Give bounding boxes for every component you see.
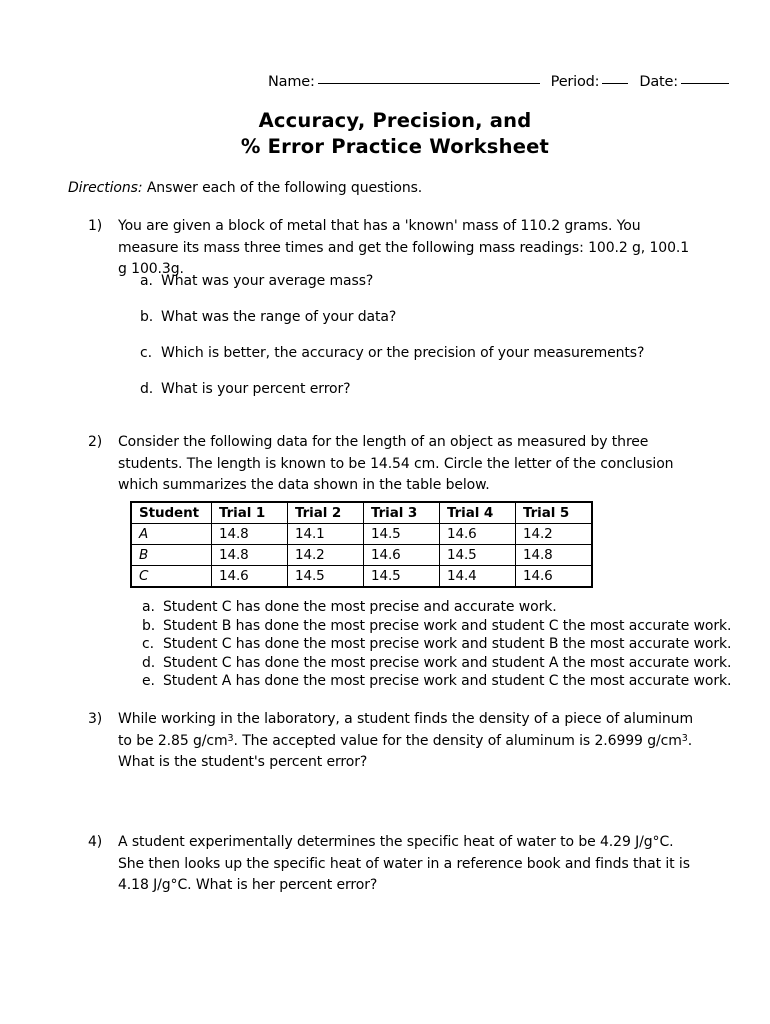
question-2-choice-e[interactable] <box>142 672 731 691</box>
question-1-sub-d-text: What is your percent error? <box>161 381 351 397</box>
table-cell-a-trial-1: 14.8 <box>212 524 288 545</box>
question-1-number: 1) <box>88 218 103 234</box>
table-cell-b-trial-1: 14.8 <box>212 545 288 566</box>
table-cell-student-a: A <box>131 524 212 545</box>
table-header-trial-1: Trial 1 <box>212 502 288 524</box>
student-info-line <box>268 74 708 90</box>
question-1-sub-d-letter: d. <box>140 381 154 397</box>
question-1-text: You are given a block of metal that has a 'known' mass of 110.2 grams. You measure its mass three times and get the following mass readings: 100.2 g, 100.1 g 100.3g. <box>118 218 690 277</box>
table-cell-a-trial-3: 14.5 <box>364 524 440 545</box>
directions <box>68 180 422 196</box>
question-2-choice-a-text: Student C has done the most precise and accurate work. <box>163 599 557 615</box>
question-3-superscript-1: 3 <box>227 732 234 744</box>
period-label: Period: <box>550 74 600 90</box>
question-2-choice-c[interactable] <box>142 635 731 654</box>
question-1-sub-d <box>140 379 351 400</box>
student-trial-table <box>130 501 593 588</box>
table-row <box>131 524 592 545</box>
question-1-sub-a-text: What was your average mass? <box>161 273 374 289</box>
question-2-choice-b-text: Student B has done the most precise work and student C the most accurate work. <box>163 617 732 634</box>
table-cell-c-trial-5: 14.6 <box>516 566 593 588</box>
question-2-choice-a[interactable] <box>142 598 731 617</box>
question-2-choice-e-text: Student A has done the most precise work and student C the most accurate work. <box>163 673 732 690</box>
question-3-text-part-2: . The accepted value for the density of aluminum is 2.6999 g/cm <box>233 732 682 749</box>
question-3-text-part-1: While working in the laboratory, a student finds the density of a piece of aluminum to be 2.85 g/cm <box>118 711 693 749</box>
table-row <box>131 566 592 588</box>
question-2-choices <box>142 598 731 691</box>
question-3-text <box>118 709 702 774</box>
question-2-choice-a-letter: a. <box>142 599 155 615</box>
table-header-trial-2: Trial 2 <box>288 502 364 524</box>
title-line-2: % Error Practice Worksheet <box>240 135 550 158</box>
question-1-sub-c <box>140 343 644 364</box>
table-cell-student-b: B <box>131 545 212 566</box>
question-2-choice-c-text: Student C has done the most precise work and student B the most accurate work. <box>163 636 732 653</box>
table-cell-b-trial-4: 14.5 <box>440 545 516 566</box>
directions-label: Directions <box>68 180 138 196</box>
table-cell-a-trial-2: 14.1 <box>288 524 364 545</box>
name-blank[interactable] <box>318 83 540 84</box>
question-2-choice-e-letter: e. <box>142 673 155 690</box>
table-cell-c-trial-3: 14.5 <box>364 566 440 588</box>
question-2-choice-d[interactable] <box>142 654 731 673</box>
title-line-1: Accuracy, Precision, and <box>258 109 532 132</box>
table-cell-a-trial-4: 14.6 <box>440 524 516 545</box>
question-2-choice-d-letter: d. <box>142 654 156 671</box>
question-1-sub-c-letter: c. <box>140 345 152 361</box>
question-2-choice-b-letter: b. <box>142 617 156 634</box>
page-title <box>0 108 770 160</box>
question-1-sub-a-letter: a. <box>140 273 153 289</box>
period-blank[interactable] <box>602 83 628 84</box>
date-blank[interactable] <box>681 83 729 84</box>
table-header-trial-4: Trial 4 <box>440 502 516 524</box>
question-4-number: 4) <box>88 834 103 850</box>
table-header-trial-5: Trial 5 <box>516 502 593 524</box>
table-cell-b-trial-5: 14.8 <box>516 545 593 566</box>
table-header-student: Student <box>131 502 212 524</box>
question-2 <box>88 432 680 497</box>
date-label: Date: <box>639 74 678 90</box>
table-cell-a-trial-5: 14.2 <box>516 524 593 545</box>
question-1-sub-b <box>140 307 396 328</box>
table-cell-b-trial-3: 14.6 <box>364 545 440 566</box>
table-cell-c-trial-2: 14.5 <box>288 566 364 588</box>
question-3-superscript-2: 3 <box>681 732 688 744</box>
question-3 <box>88 709 702 774</box>
question-1-sub-c-text: Which is better, the accuracy or the precision of your measurements? <box>161 345 645 361</box>
question-2-choice-b[interactable] <box>142 617 731 636</box>
question-2-choice-c-letter: c. <box>142 636 154 653</box>
question-3-text-part-3: . What is the student's percent error? <box>118 732 693 770</box>
question-3-number: 3) <box>88 711 103 727</box>
table-header-row <box>131 502 592 524</box>
table-cell-c-trial-1: 14.6 <box>212 566 288 588</box>
question-2-choice-d-text: Student C has done the most precise work and student A the most accurate work. <box>163 654 732 671</box>
table-header-trial-3: Trial 3 <box>364 502 440 524</box>
directions-colon: : <box>137 180 143 196</box>
table-row <box>131 545 592 566</box>
question-2-number: 2) <box>88 434 103 450</box>
table-cell-c-trial-4: 14.4 <box>440 566 516 588</box>
table-cell-b-trial-2: 14.2 <box>288 545 364 566</box>
question-1-sub-b-text: What was the range of your data? <box>161 309 397 325</box>
table-cell-student-c: C <box>131 566 212 588</box>
question-1-sub-a <box>140 271 373 292</box>
name-label: Name: <box>268 74 315 90</box>
question-4 <box>88 832 702 897</box>
directions-text: Answer each of the following questions. <box>142 180 423 196</box>
question-4-text: A student experimentally determines the specific heat of water to be 4.29 J/g°C. She then looks up the specific heat of water in a reference book and finds that it is 4.18 J/g°C. What is her percent error? <box>118 834 690 893</box>
question-1-sub-b-letter: b. <box>140 309 154 325</box>
question-2-text: Consider the following data for the length of an object as measured by three students. The length is known to be 14.54 cm. Circle the letter of the conclusion which summarizes the data shown in the table below. <box>118 434 674 493</box>
